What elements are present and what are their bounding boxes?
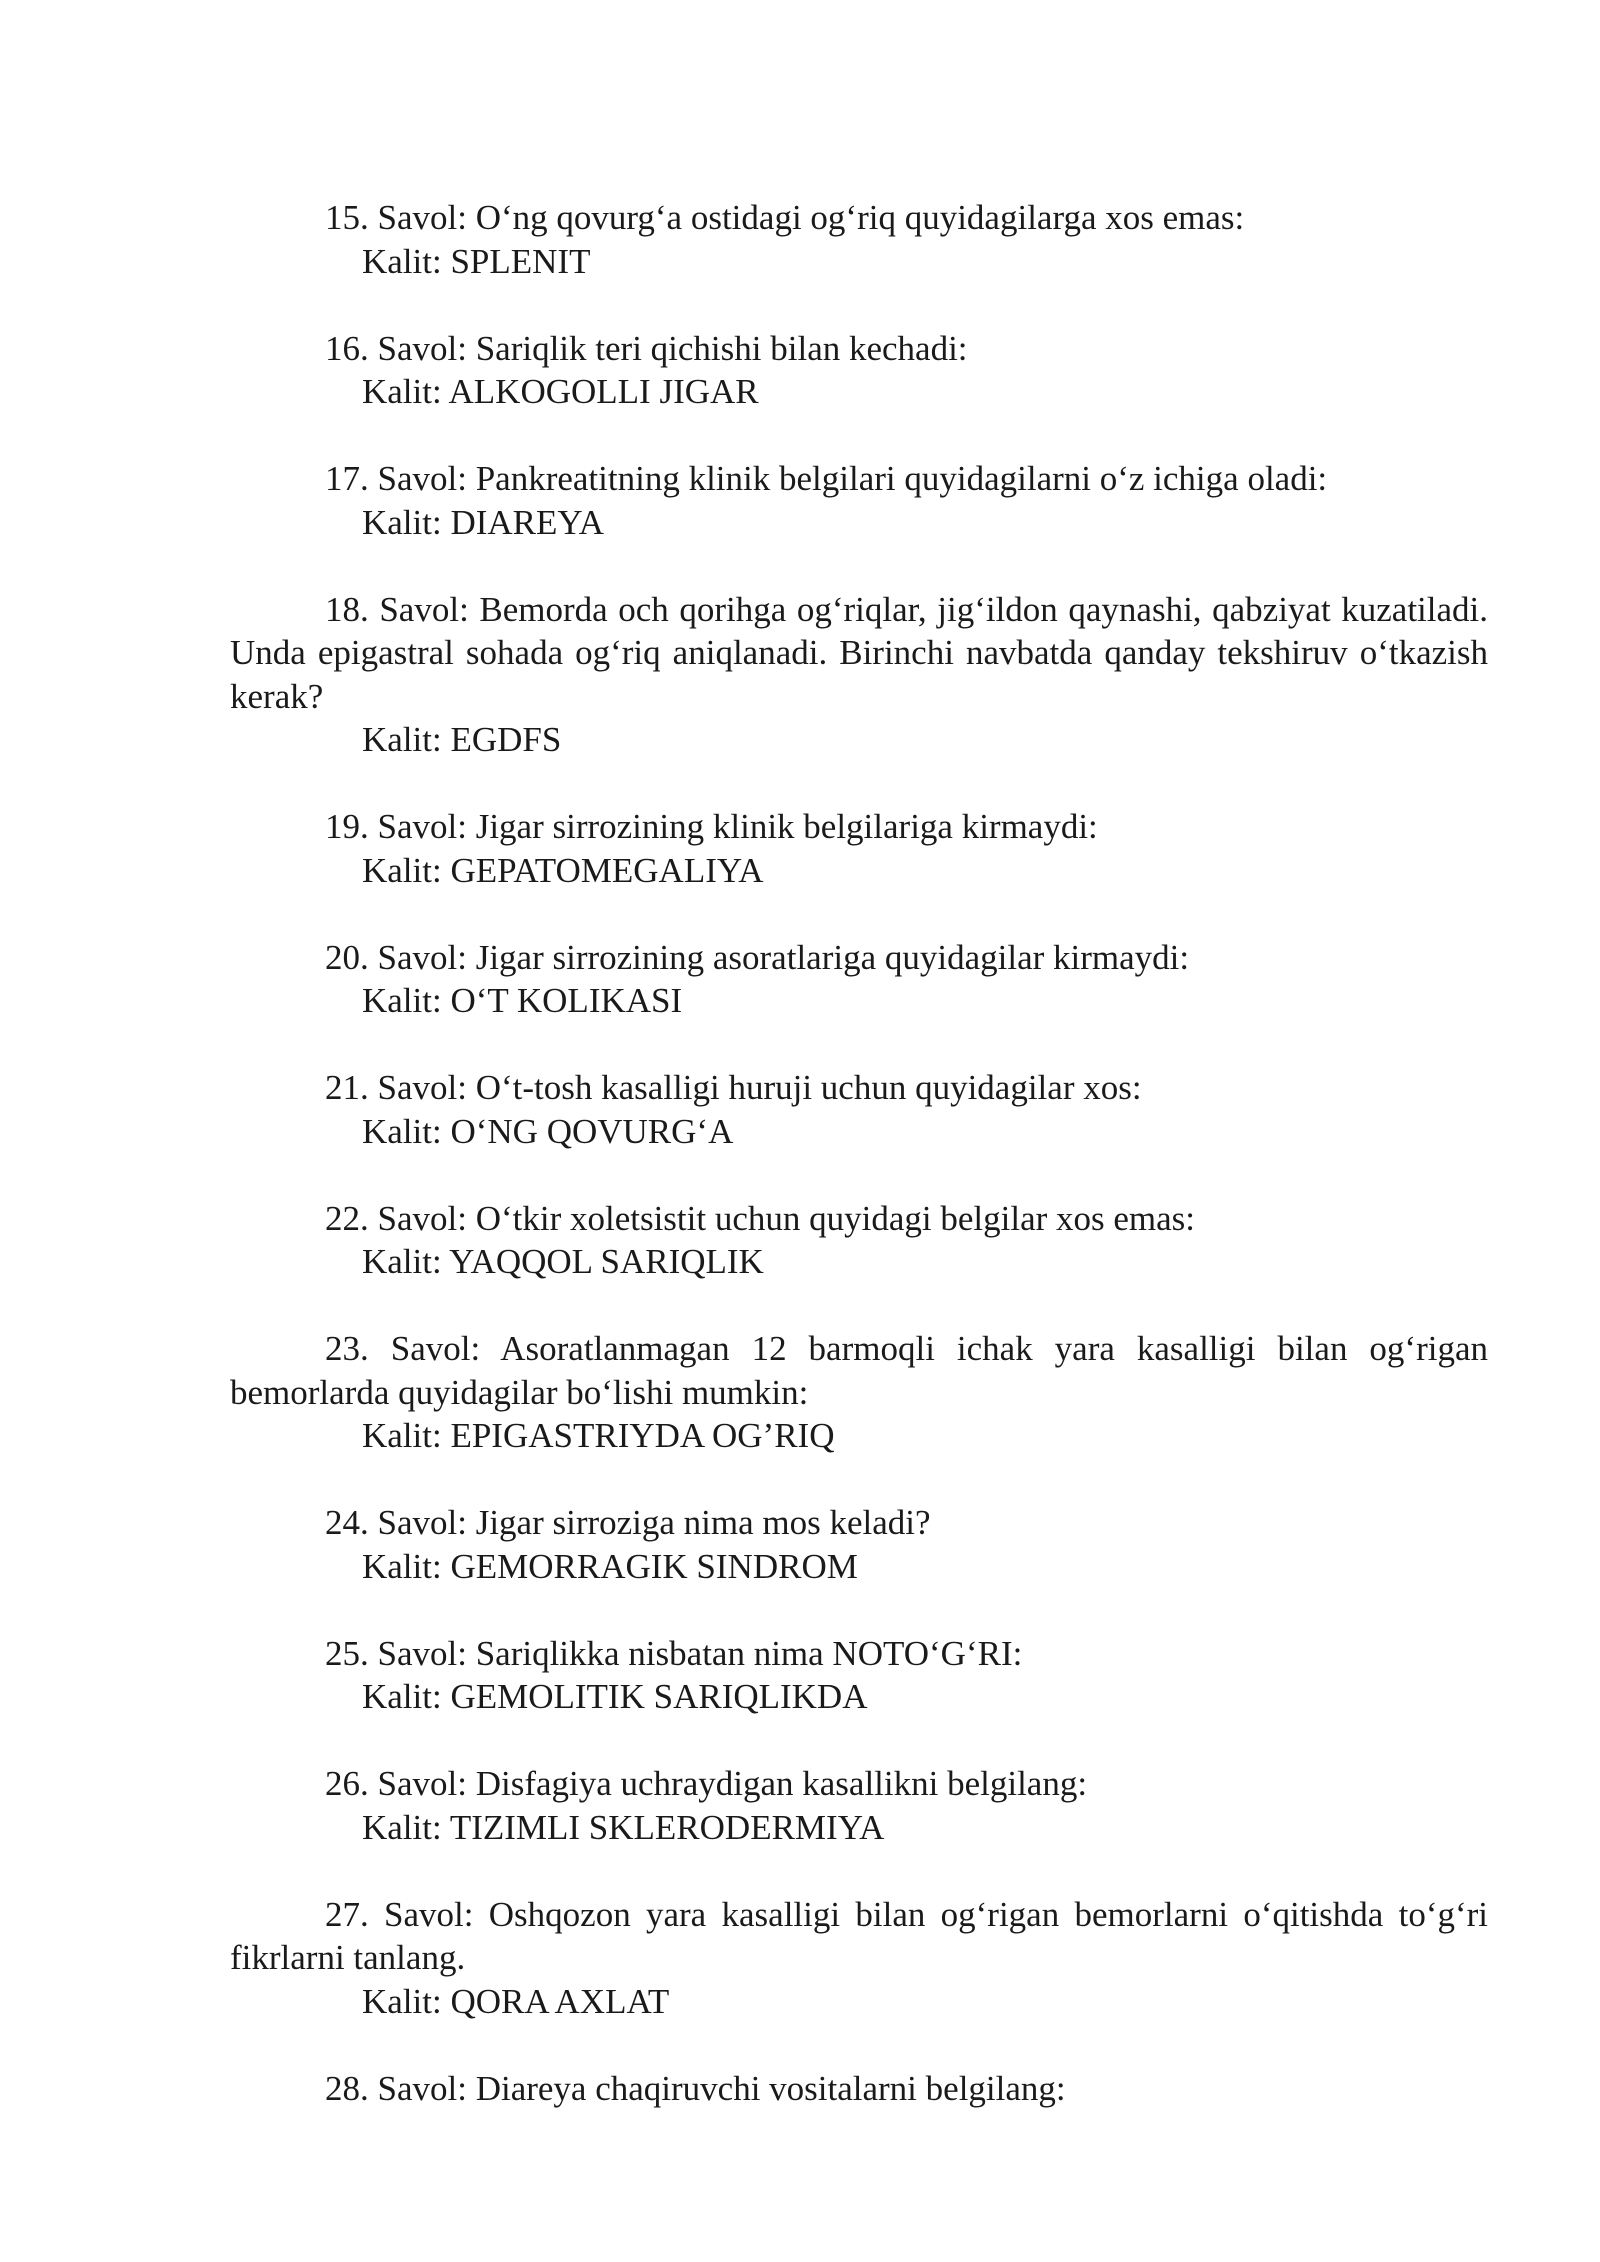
question-body: Savol: O‘ng qovurg‘a ostidagi og‘riq quyidagilarga xos emas: [377, 198, 1245, 237]
question-body: Savol: Diareya chaqiruvchi vositalarni belgilang: [377, 2068, 1066, 2108]
question-item [230, 1197, 1488, 1284]
question-text [230, 1501, 1488, 1545]
question-item [230, 1066, 1488, 1153]
question-text [230, 936, 1488, 980]
question-number: 24. [325, 1503, 369, 1542]
question-item [230, 936, 1488, 1023]
question-text [230, 1632, 1488, 1676]
question-list [230, 196, 1488, 2154]
question-number: 20. [325, 937, 369, 977]
question-item [230, 1893, 1488, 2024]
question-number: 23. [325, 1329, 369, 1368]
answer-key: Kalit: EGDFS [362, 720, 562, 759]
answer-key: Kalit: SPLENIT [362, 241, 591, 281]
question-item [230, 327, 1488, 414]
question-body: Savol: Sariqlik teri qichishi bilan kechadi: [377, 328, 968, 368]
question-item [230, 588, 1488, 762]
question-number: 21. [325, 1068, 369, 1107]
question-text [230, 588, 1488, 719]
question-item [230, 1327, 1488, 1458]
question-item [230, 2067, 1488, 2111]
question-text [230, 196, 1488, 240]
question-item [230, 196, 1488, 283]
question-item [230, 457, 1488, 544]
question-body: Savol: Pankreatitning klinik belgilari quyidagilarni o‘z ichiga oladi: [377, 459, 1328, 498]
answer-key: Kalit: TIZIMLI SKLERODERMIYA [362, 1807, 885, 1847]
question-text [230, 1197, 1488, 1241]
answer-key: Kalit: O‘NG QOVURG‘A [362, 1111, 734, 1151]
question-body: Savol: Jigar sirrozining klinik belgilariga kirmaydi: [377, 807, 1098, 846]
answer-key: Kalit: GEMOLITIK SARIQLIKDA [362, 1677, 868, 1716]
question-number: 22. [325, 1198, 369, 1238]
question-number: 25. [325, 1633, 369, 1673]
question-number: 18. [325, 589, 369, 629]
question-text [230, 805, 1488, 849]
answer-key: Kalit: ALKOGOLLI JIGAR [362, 372, 759, 411]
question-number: 17. [325, 459, 369, 498]
question-item [230, 805, 1488, 892]
answer-key: Kalit: GEMORRAGIK SINDROM [362, 1546, 858, 1586]
question-item [230, 1501, 1488, 1588]
question-text [230, 457, 1488, 501]
question-number: 27. [325, 1894, 369, 1934]
answer-key: Kalit: YAQQOL SARIQLIK [362, 1242, 764, 1281]
answer-key: Kalit: QORA AXLAT [362, 1981, 670, 2021]
question-body: Savol: O‘t-tosh kasalligi huruji uchun quyidagilar xos: [377, 1068, 1142, 1107]
question-text [230, 1893, 1488, 1980]
answer-key: Kalit: O‘T KOLIKASI [362, 981, 683, 1020]
question-number: 19. [325, 807, 369, 846]
question-item [230, 1632, 1488, 1719]
question-body: Savol: Sariqlikka nisbatan nima NOTO‘G‘RI: [377, 1633, 1023, 1673]
question-number: 15. [325, 198, 369, 237]
answer-key: Kalit: EPIGASTRIYDA OG’RIQ [362, 1416, 835, 1455]
question-text [230, 1066, 1488, 1110]
question-text [230, 2067, 1488, 2111]
question-item [230, 1762, 1488, 1849]
question-body: Savol: Bemorda och qorihga og‘riqlar, jig‘ildon qaynashi, qabziyat kuzatiladi. Unda epigastral sohada og‘riq aniqlanadi. Birinchi navbatda qanday tekshiruv o‘tkazish kerak? [230, 589, 1489, 716]
answer-key: Kalit: GEPATOMEGALIYA [362, 850, 764, 890]
answer-key: Kalit: DIAREYA [362, 502, 605, 542]
question-body: Savol: O‘tkir xoletsistit uchun quyidagi belgilar xos emas: [377, 1198, 1196, 1238]
question-number: 28. [325, 2068, 369, 2108]
question-body: Savol: Asoratlanmagan 12 barmoqli ichak yara kasalligi bilan og‘rigan bemorlarda quyidagilar bo‘lishi mumkin: [230, 1329, 1488, 1412]
question-text [230, 1762, 1488, 1806]
question-body: Savol: Jigar sirroziga nima mos keladi? [377, 1503, 931, 1542]
question-text [230, 327, 1488, 371]
question-body: Savol: Oshqozon yara kasalligi bilan og‘rigan bemorlarni o‘qitishda to‘g‘ri fikrlarni tanlang. [230, 1894, 1489, 1977]
question-body: Savol: Jigar sirrozining asoratlariga quyidagilar kirmaydi: [377, 937, 1190, 977]
question-body: Savol: Disfagiya uchraydigan kasallikni belgilang: [377, 1764, 1088, 1803]
question-text [230, 1327, 1488, 1414]
question-number: 26. [325, 1764, 369, 1803]
question-number: 16. [325, 328, 369, 368]
